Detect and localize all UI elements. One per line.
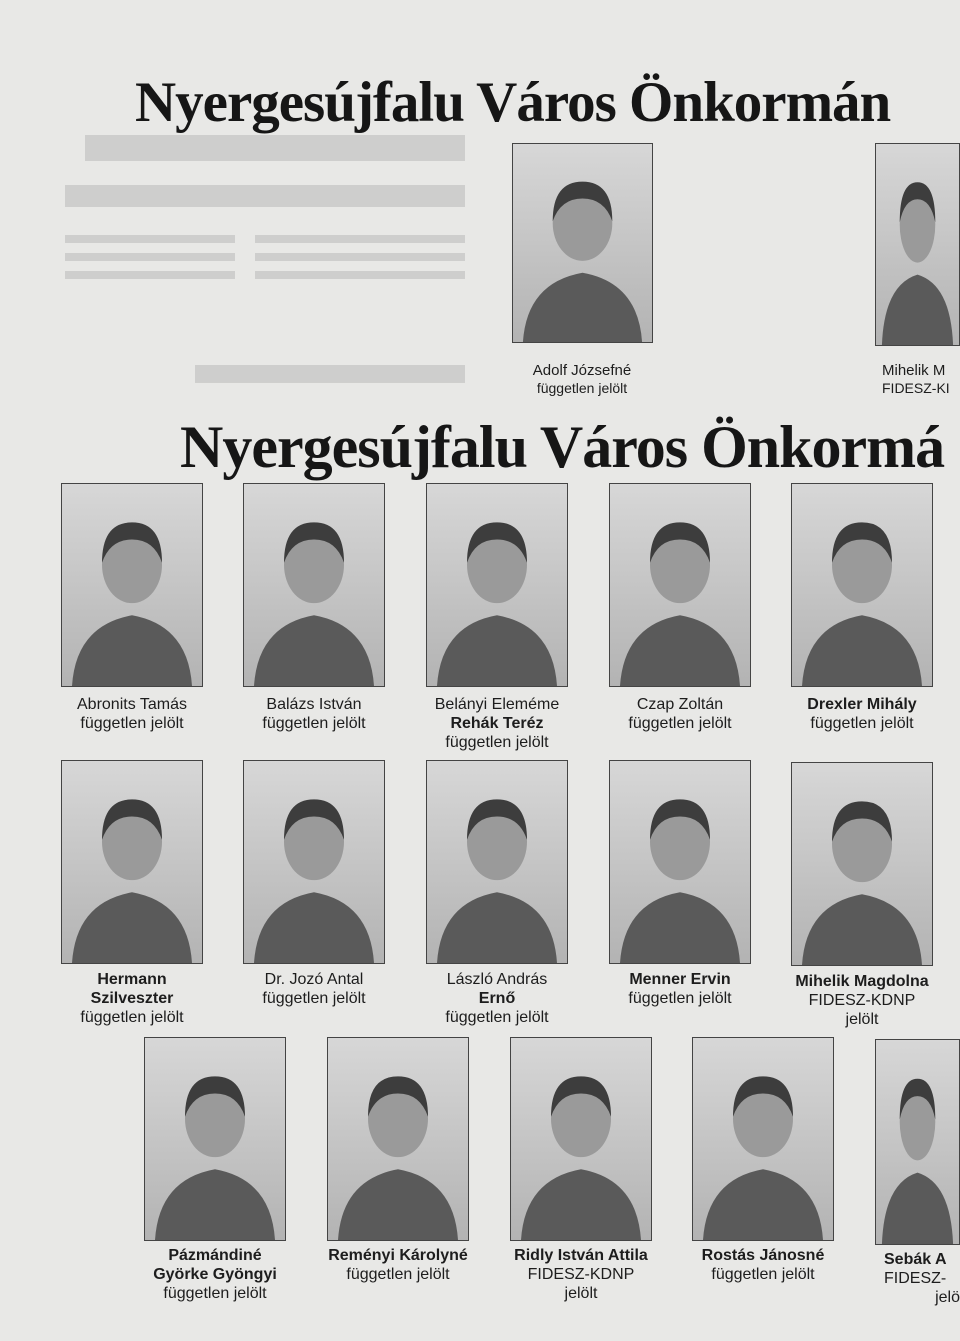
candidate-party: független jelölt: [711, 1266, 815, 1283]
candidate-name-line2: Ernő: [478, 990, 516, 1007]
portrait-silhouette: [244, 761, 384, 963]
candidate-name-line2: Szilveszter: [90, 990, 174, 1007]
candidate-party: független jelölt: [346, 1266, 450, 1283]
portrait-shoulders: [620, 892, 740, 963]
candidate-name: Abronits Tamás: [77, 696, 187, 713]
candidate-name: László András: [446, 971, 548, 988]
portrait-silhouette: [610, 761, 750, 963]
portrait-silhouette: [792, 763, 932, 965]
candidate-party: független jelölt: [80, 715, 184, 732]
candidate-name: Czap Zoltán: [636, 696, 724, 713]
caption-belanyi-elemerne: [407, 695, 587, 752]
candidate-name: Adolf Józsefné: [532, 362, 632, 379]
photo-adolf-jozsefne: [512, 143, 653, 343]
candidate-name: Rostás Jánosné: [701, 1247, 825, 1264]
candidate-party: független jelölt: [536, 380, 628, 396]
photo-remenyi-karolyne: [327, 1037, 469, 1241]
portrait-shoulders: [338, 1169, 458, 1240]
caption-laszlo-andras-erno: [407, 970, 587, 1027]
photo-abronits-tamas: [61, 483, 203, 687]
photo-ridly-istvan-attila: [510, 1037, 652, 1241]
photo-sebak: [875, 1039, 960, 1245]
caption-hermann-szilveszter: [42, 970, 222, 1027]
portrait-silhouette: [513, 144, 652, 342]
candidate-name: Mihelik M: [882, 362, 946, 379]
portrait-shoulders: [521, 1169, 641, 1240]
faded-background-article: [55, 95, 485, 425]
candidate-name: Reményi Károlyné: [328, 1247, 468, 1264]
candidate-name-line2: Rehák Teréz: [450, 715, 544, 732]
candidate-name: Ridly István Attila: [514, 1247, 648, 1264]
candidate-party: független jelölt: [810, 715, 914, 732]
photo-menner-ervin: [609, 760, 751, 964]
candidate-party: független jelölt: [80, 1009, 184, 1026]
portrait-silhouette: [62, 761, 202, 963]
portrait-shoulders: [882, 275, 953, 345]
header-title-top: Nyergesújfalu Város Önkormán: [135, 71, 891, 134]
portrait-silhouette: [511, 1038, 651, 1240]
candidate-party: független jelölt: [163, 1285, 267, 1302]
portrait-shoulders: [802, 615, 922, 686]
photo-czap-zoltan: [609, 483, 751, 687]
photo-pazmandine: [144, 1037, 286, 1241]
caption-czap-zoltan: [590, 695, 770, 733]
portrait-shoulders: [620, 615, 740, 686]
candidate-party: független jelölt: [628, 990, 732, 1007]
portrait-shoulders: [802, 894, 922, 965]
candidate-name-line2: Györke Gyöngyi: [153, 1266, 277, 1283]
portrait-shoulders: [254, 892, 374, 963]
caption-pazmandine: [125, 1246, 305, 1303]
portrait-shoulders: [437, 892, 557, 963]
portrait-shoulders: [703, 1169, 823, 1240]
portrait-silhouette: [792, 484, 932, 686]
caption-adolf-jozsefne: [487, 361, 677, 397]
candidate-party: független jelölt: [628, 715, 732, 732]
caption-drexler-mihaly: [772, 695, 952, 733]
candidate-party: független jelölt: [262, 990, 366, 1007]
portrait-silhouette: [328, 1038, 468, 1240]
photo-belanyi-elemerne: [426, 483, 568, 687]
portrait-shoulders: [72, 892, 192, 963]
caption-mihelik-top: [882, 361, 960, 397]
portrait-shoulders: [882, 1173, 953, 1244]
portrait-silhouette: [62, 484, 202, 686]
caption-balazs-istvan: [224, 695, 404, 733]
portrait-silhouette: [145, 1038, 285, 1240]
candidate-name: Menner Ervin: [629, 971, 731, 988]
portrait-shoulders: [155, 1169, 275, 1240]
photo-balazs-istvan: [243, 483, 385, 687]
candidate-name: Mihelik Magdolna: [795, 973, 929, 990]
portrait-shoulders: [523, 273, 642, 342]
portrait-shoulders: [437, 615, 557, 686]
candidate-name: Belányi Eleméme: [434, 696, 560, 713]
candidate-party: FIDESZ-KI: [882, 380, 950, 396]
caption-rostas-janosne: [673, 1246, 853, 1284]
candidate-name: Pázmándiné: [168, 1247, 262, 1264]
photo-laszlo-andras-erno: [426, 760, 568, 964]
candidate-party: független jelölt: [262, 715, 366, 732]
caption-mihelik-magdolna: [772, 972, 952, 1029]
candidate-name: Hermann: [97, 971, 167, 988]
header-title-middle: Nyergesújfalu Város Önkormá: [180, 414, 945, 480]
caption-sebak: [884, 1250, 960, 1307]
candidate-name: Drexler Mihály: [807, 696, 917, 713]
caption-ridly-istvan-attila: [491, 1246, 671, 1303]
caption-dr-jozo-antal: [224, 970, 404, 1008]
portrait-shoulders: [254, 615, 374, 686]
portrait-silhouette: [876, 144, 959, 345]
candidate-party-line2: jelölt: [845, 1011, 879, 1028]
candidate-party: FIDESZ-: [884, 1270, 947, 1287]
portrait-shoulders: [72, 615, 192, 686]
candidate-name: Dr. Jozó Antal: [264, 971, 364, 988]
photo-mihelik-magdolna: [791, 762, 933, 966]
candidate-party: FIDESZ-KDNP: [527, 1266, 635, 1283]
portrait-silhouette: [427, 761, 567, 963]
candidate-party: független jelölt: [445, 734, 549, 751]
photo-hermann-szilveszter: [61, 760, 203, 964]
photo-rostas-janosne: [692, 1037, 834, 1241]
portrait-silhouette: [244, 484, 384, 686]
portrait-silhouette: [876, 1040, 959, 1244]
portrait-silhouette: [693, 1038, 833, 1240]
caption-remenyi-karolyne: [308, 1246, 488, 1284]
photo-drexler-mihaly: [791, 483, 933, 687]
candidate-party-line2: jelö: [935, 1289, 960, 1306]
candidate-party: független jelölt: [445, 1009, 549, 1026]
portrait-silhouette: [610, 484, 750, 686]
candidate-name: Sebák A: [884, 1251, 947, 1268]
photo-mihelik-top: [875, 143, 960, 346]
candidate-party-line2: jelölt: [564, 1285, 598, 1302]
candidate-name: Balázs István: [266, 696, 362, 713]
caption-abronits-tamas: [42, 695, 222, 733]
candidate-party: FIDESZ-KDNP: [808, 992, 916, 1009]
portrait-silhouette: [427, 484, 567, 686]
caption-menner-ervin: [590, 970, 770, 1008]
photo-dr-jozo-antal: [243, 760, 385, 964]
